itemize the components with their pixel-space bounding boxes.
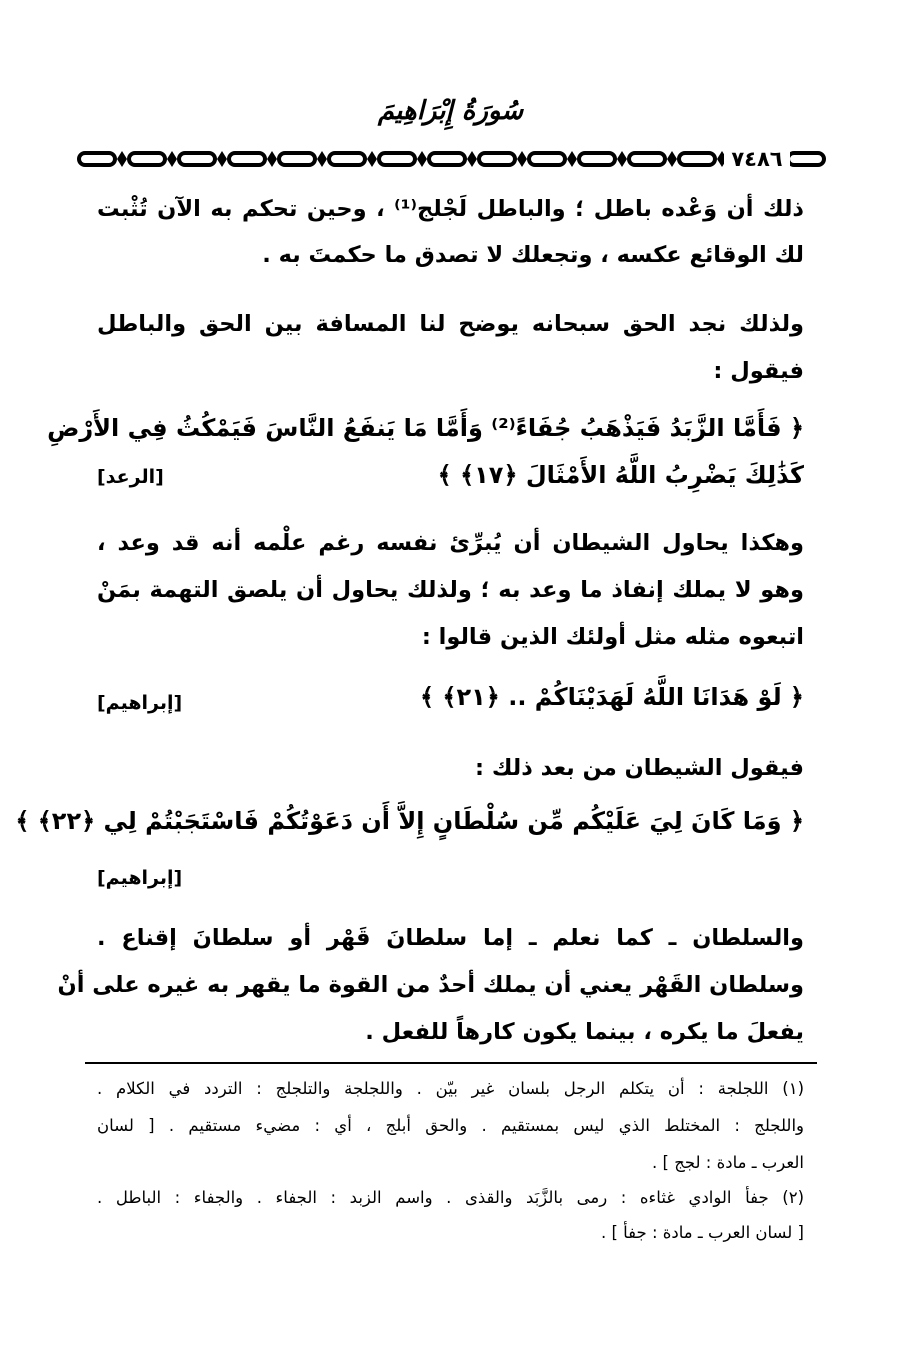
body-line-4: فيقول :	[713, 358, 804, 384]
decorative-border	[75, 146, 830, 172]
quran-verse-line-1: ﴿ فَأَمَّا الزَّبَدُ فَيَذْهَبُ جُفَاءً⁽²⁾ وَأَمَّا مَا يَنفَعُ النَّاسَ فَيَمْكُثُ فِي الأَرْضِ	[47, 414, 804, 442]
footnote-line-3: العرب ـ مادة : لجج ] .	[652, 1153, 804, 1172]
surah-title: سُورَةُ إِبْرَاهِيمَ	[377, 96, 524, 126]
surah-reference-ibrahim: [إبراهيم]	[97, 692, 183, 714]
surah-reference-ibrahim-2: [إبراهيم]	[97, 867, 183, 889]
body-line-6: وهو لا يملك إنفاذ ما وعد به ؛ ولذلك يحاول أن يلصق التهمة بمَنْ	[97, 577, 804, 603]
body-line-2: لك الوقائع عكسه ، وتجعلك لا تصدق ما حكمتَ به .	[262, 242, 804, 268]
footnote-divider	[85, 1062, 817, 1064]
body-line-9: والسلطان ـ كما نعلم ـ إما سلطانَ قَهْر أو سلطانَ إقناع .	[97, 925, 804, 951]
surah-reference-raad: [الرعد]	[97, 466, 164, 488]
body-line-3: ولذلك نجد الحق سبحانه يوضح لنا المسافة بين الحق والباطل	[97, 311, 804, 337]
body-line-5: وهكذا يحاول الشيطان أن يُبرِّئ نفسه رغم علْمه أنه قد وعد ،	[97, 530, 804, 556]
body-line-7: اتبعوه مثله مثل أولئك الذين قالوا :	[421, 624, 804, 650]
body-line-10: وسلطان القَهْر يعني أن يملك أحدٌ من القوة ما يقهر به غيره على أنْ	[57, 972, 804, 998]
body-line-1: ذلك أن وَعْده باطل ؛ والباطل لَجْلج⁽¹⁾ ، وحين تحكم به الآن تُثْبت	[97, 196, 804, 222]
footnote-line-4: (٢) جفأ الوادي غثاءه : رمى بالزَّبَد والقذى . واسم الزبد : الجفاء . والجفاء : الباطل .	[97, 1188, 804, 1207]
body-line-11: يفعلَ ما يكره ، بينما يكون كارهاً للفعل .	[365, 1019, 804, 1045]
chain-ornament-icon	[75, 146, 830, 172]
footnote-line-1: (١) اللجلجة : أن يتكلم الرجل بلسان غير بيّن . واللجلجة والتلجلج : التردد في الكلام .	[97, 1079, 804, 1098]
body-line-8: فيقول الشيطان من بعد ذلك :	[475, 755, 804, 781]
quran-verse-21: ﴿ لَوْ هَدَانَا اللَّهُ لَهَدَيْنَاكُمْ .. ﴿٢١﴾ ﴾	[420, 683, 804, 711]
footnote-line-5: [ لسان العرب ـ مادة : جفأ ] .	[600, 1223, 804, 1242]
quran-verse-line-2: كَذَٰلِكَ يَضْرِبُ اللَّهُ الأَمْثَالَ ﴿١٧﴾ ﴾	[437, 461, 804, 489]
page-number: ٧٤٨٦	[724, 146, 790, 172]
quran-verse-22: ﴿ وَمَا كَانَ لِيَ عَلَيْكُم مِّن سُلْطَانٍ إِلاَّ أَن دَعَوْتُكُمْ فَاسْتَجَبْتُمْ لِي ﴿٢٢﴾ ﴾	[15, 807, 804, 835]
footnote-line-2: واللجلج : المختلط الذي ليس بمستقيم . والحق أبلج ، أي : مضيء مستقيم . [ لسان	[97, 1116, 804, 1135]
